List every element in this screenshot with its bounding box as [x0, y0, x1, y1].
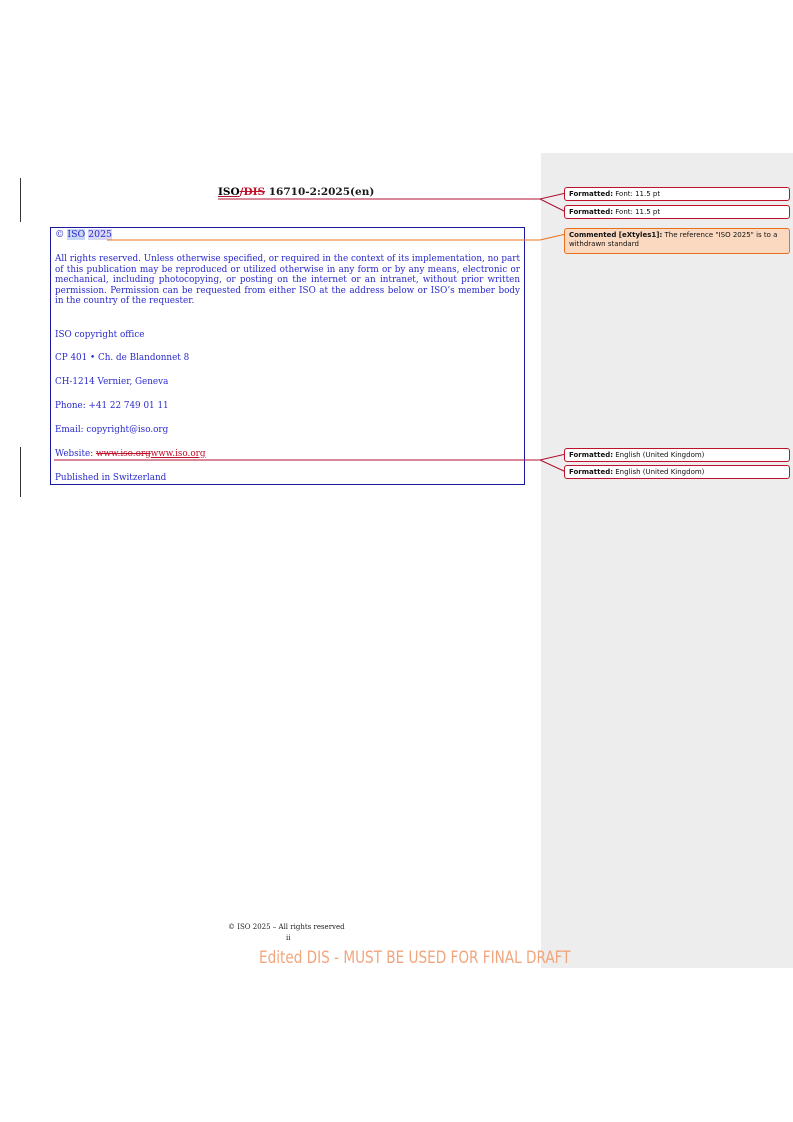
website-inserted-link[interactable]: www.iso.org [150, 449, 206, 459]
format-balloon[interactable] [564, 187, 790, 201]
balloon-text: Font: 11.5 pt [613, 190, 661, 198]
website-deleted-link[interactable]: www.iso.org [96, 449, 151, 459]
copyright-notice-box [50, 227, 525, 485]
address-line-1: CP 401 • Ch. de Blandonnet 8 [55, 353, 190, 363]
commented-iso-word[interactable]: ISO [67, 229, 86, 240]
markup-pane [541, 153, 793, 968]
footer-copyright: © ISO 2025 – All rights reserved [228, 923, 345, 931]
format-balloon[interactable] [564, 465, 790, 479]
rights-paragraph: All rights reserved. Unless otherwise specified, or required in the context of its implementation, no part of this publication may be reproduced or utilized otherwise in any form or by any means, electronic or mechanical, including photocopying, or posting on the internet or an intranet, without prior written permission. Permission can be requested from either ISO at the address below or ISO’s member body in the country of the requester. [55, 254, 520, 307]
balloon-label: Formatted: [569, 190, 614, 198]
comment-balloon[interactable] [564, 228, 790, 254]
balloon-label: Formatted: [569, 468, 614, 476]
address-line-2: CH-1214 Vernier, Geneva [55, 377, 169, 387]
draft-watermark: Edited DIS - MUST BE USED FOR FINAL DRAFT [259, 948, 571, 968]
balloon-text: English (United Kingdom) [613, 451, 705, 459]
balloon-text: Font: 11.5 pt [613, 208, 661, 216]
change-bar [20, 447, 21, 497]
balloon-label: Formatted: [569, 451, 614, 459]
comment-text: The reference "ISO 2025" is to a withdrawn standard [569, 231, 778, 248]
phone-line: Phone: +41 22 749 01 11 [55, 401, 169, 411]
header-deleted-text: /DIS [239, 186, 266, 198]
copyright-symbol: © [55, 229, 65, 240]
email-line: Email: copyright@iso.org [55, 425, 169, 435]
commented-year[interactable]: 2025 [88, 229, 113, 240]
header-iso-prefix: ISO [218, 186, 240, 198]
comment-label: Commented [eXtyles1]: [569, 231, 663, 239]
page-number: ii [286, 934, 291, 942]
document-header [218, 186, 374, 198]
format-balloon[interactable] [564, 205, 790, 219]
published-line: Published in Switzerland [55, 473, 167, 483]
balloon-label: Formatted: [569, 208, 614, 216]
copyright-line [55, 230, 112, 241]
balloon-text: English (United Kingdom) [613, 468, 705, 476]
copyright-office: ISO copyright office [55, 330, 145, 340]
change-bar [20, 178, 21, 222]
website-line [55, 449, 206, 460]
website-label: Website: [55, 449, 96, 459]
format-balloon[interactable] [564, 448, 790, 462]
header-document-number: 16710-2:2025(en) [265, 186, 375, 198]
